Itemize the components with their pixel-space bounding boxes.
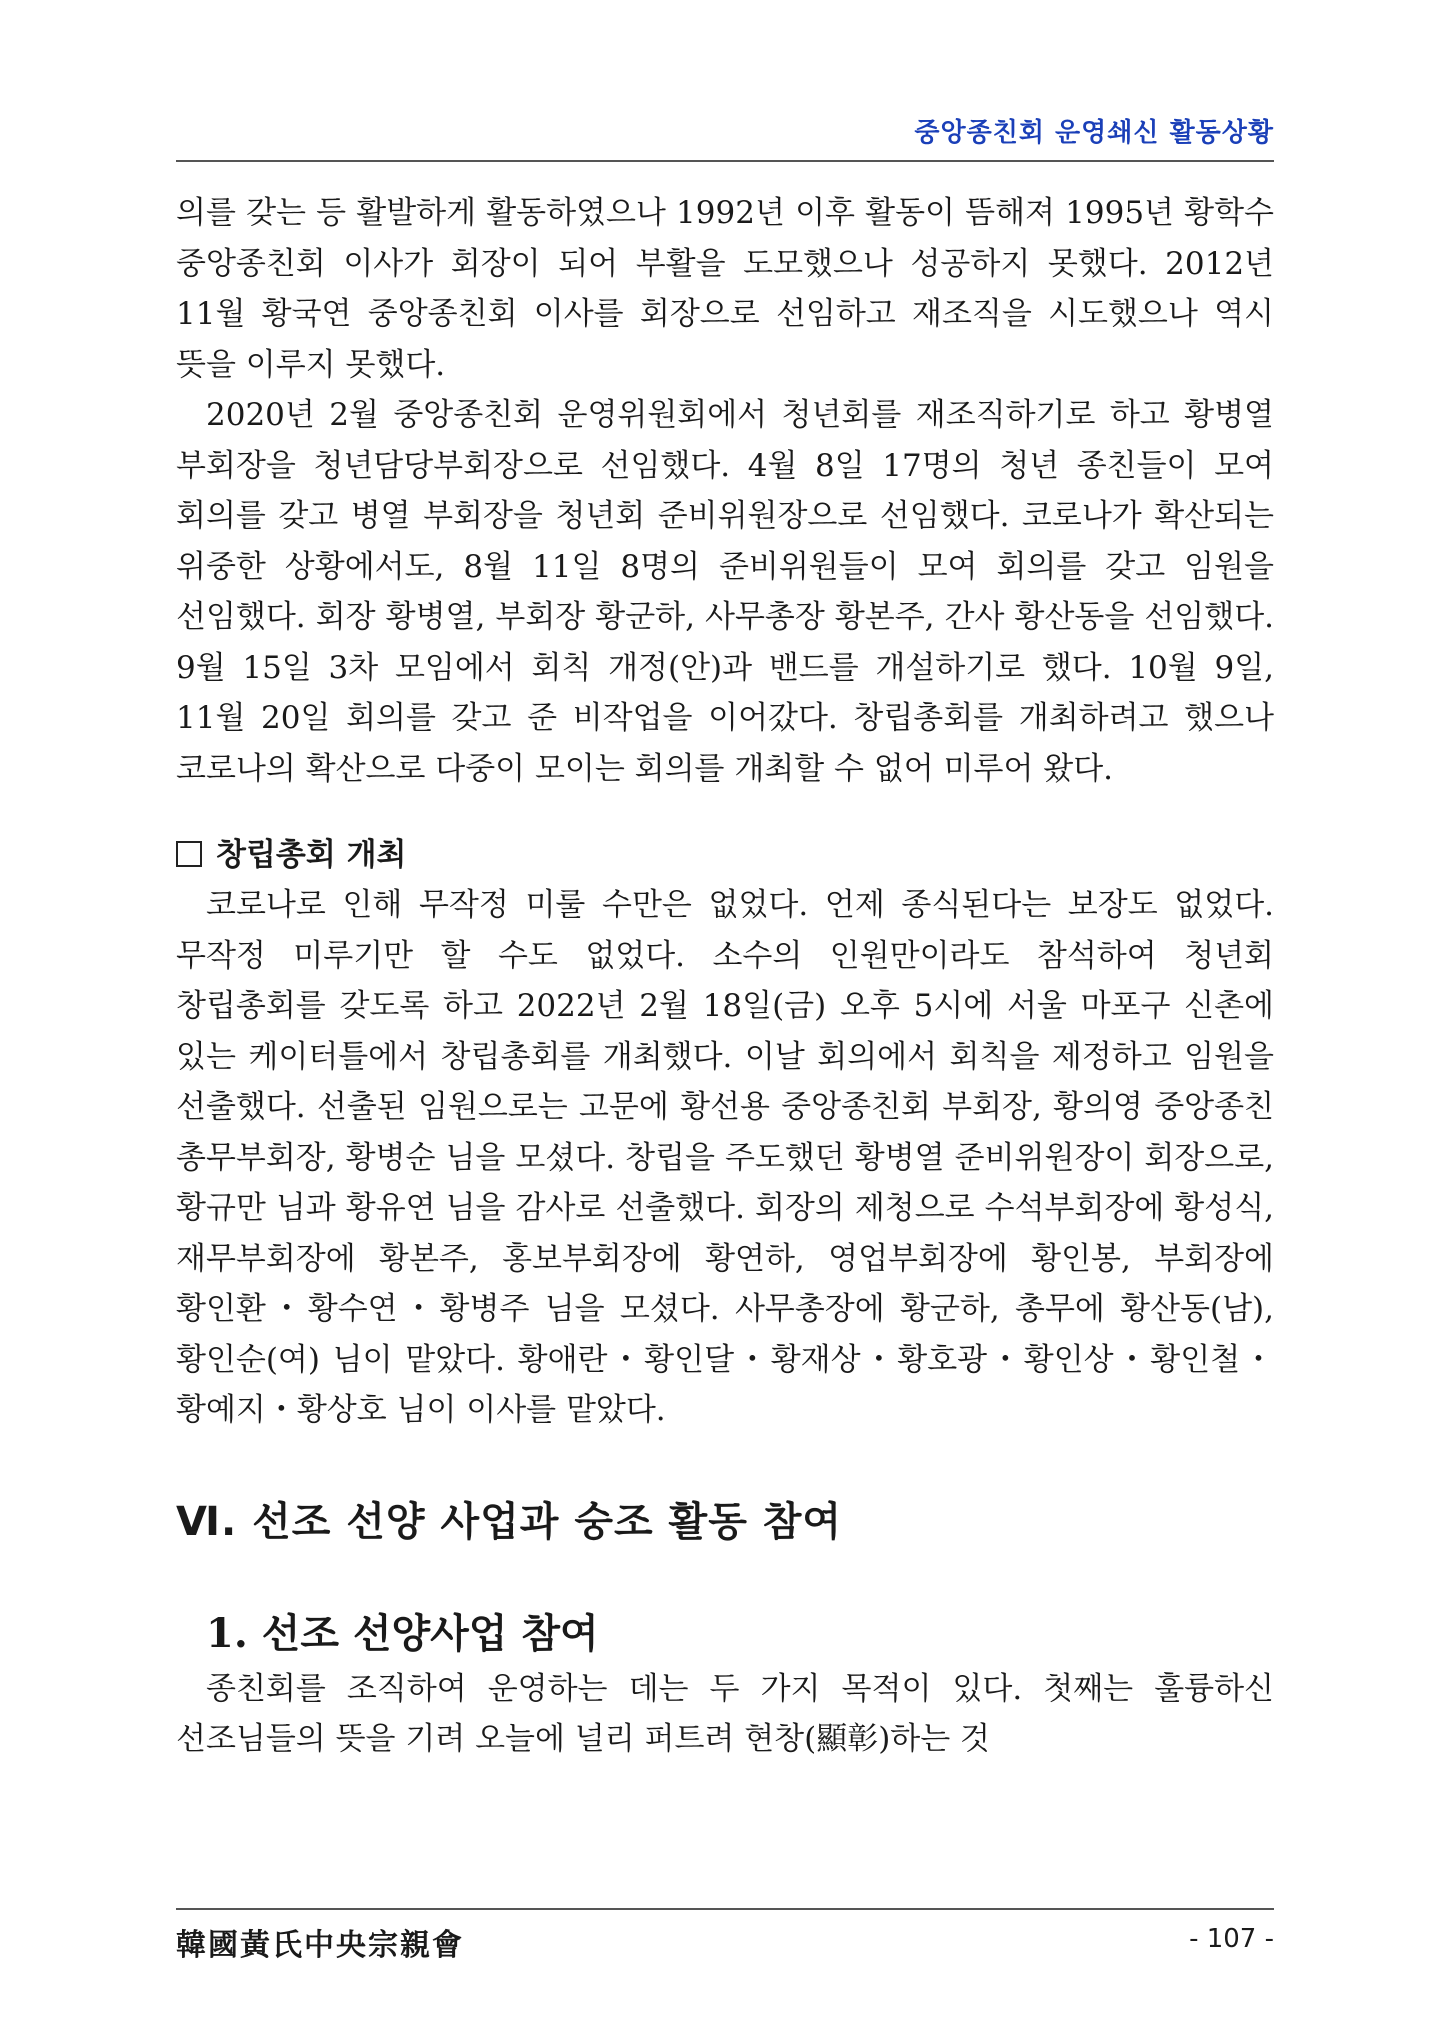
subheading-text: 창립총회 개최 bbox=[216, 837, 407, 873]
footer-organization: 韓國黃氏中央宗親會 bbox=[176, 1928, 464, 1963]
page-body bbox=[176, 188, 1274, 1765]
section-heading: 1. 선조 선양사업 참여 bbox=[206, 1609, 599, 1657]
paragraph-3: 코로나로 인해 무작정 미룰 수만은 없었다. 언제 종식된다는 보장도 없었다. 무작정 미루기만 할 수도 없었다. 소수의 인원만이라도 참석하여 청년회 창립총회를 갖도록 하고 2022년 2월 18일(금) 오후 5시에 서울 마포구 신촌에 있는 케이터틀에서 창립총회를 개최했다. 이날 회의에서 회칙을 제정하고 임원을 선출했다. 선출된 임원으로는 고문에 황선용 중앙종친회 부회장, 황의영 중앙종친 총무부회장, 황병순 님을 모셨다. 창립을 주도했던 황병열 준비위원장이 회장으로, 황규만 님과 황유연 님을 감사로 선출했다. 회장의 제청으로 수석부회장에 황성식, 재무부회장에 황본주, 홍보부회장에 황연하, 영업부회장에 황인봉, 부회장에 황인환・황수연・황병주 님을 모셨다. 사무총장에 황군하, 총무에 황산동(남), 황인순(여) 님이 맡았다. 황애란・황인달・황재상・황호광・황인상・황인철・황예지・황상호 님이 이사를 맡았다. bbox=[176, 887, 1274, 1428]
paragraph-2: 2020년 2월 중앙종친회 운영위원회에서 청년회를 재조직하기로 하고 황병열 부회장을 청년담당부회장으로 선임했다. 4월 8일 17명의 청년 종친들이 모여 회의를 갖고 병열 부회장을 청년회 준비위원장으로 선임했다. 코로나가 확산되는 위중한 상황에서도, 8월 11일 8명의 준비위원들이 모여 회의를 갖고 임원을 선임했다. 회장 황병열, 부회장 황군하, 사무총장 황본주, 간사 황산동을 선임했다. 9월 15일 3차 모임에서 회칙 개정(안)과 밴드를 개설하기로 했다. 10월 9일, 11월 20일 회의를 갖고 준 비작업을 이어갔다. 창립총회를 개최하려고 했으나 코로나의 확산으로 다중이 모이는 회의를 개최할 수 없어 미루어 왔다. bbox=[176, 397, 1274, 787]
chapter-heading: Ⅵ. 선조 선양 사업과 숭조 활동 참여 bbox=[176, 1498, 843, 1545]
header-divider bbox=[176, 160, 1274, 162]
footer-divider bbox=[176, 1908, 1274, 1910]
checkbox-square-icon bbox=[176, 841, 202, 867]
paragraph-4: 종친회를 조직하여 운영하는 데는 두 가지 목적이 있다. 첫째는 훌륭하신 선조님들의 뜻을 기려 오늘에 널리 퍼트려 현창(顯彰)하는 것 bbox=[176, 1670, 1274, 1757]
paragraph-1: 의를 갖는 등 활발하게 활동하였으나 1992년 이후 활동이 뜸해져 1995년 황학수 중앙종친회 이사가 회장이 되어 부활을 도모했으나 성공하지 못했다. 2012년 11월 황국연 중앙종친회 이사를 회장으로 선임하고 재조직을 시도했으나 역시 뜻을 이루지 못했다. bbox=[176, 195, 1274, 383]
page-number: - 107 - bbox=[1189, 1924, 1274, 1954]
running-header: 중앙종친회 운영쇄신 활동상황 bbox=[914, 118, 1274, 148]
subheading-founding-assembly bbox=[176, 830, 1274, 880]
